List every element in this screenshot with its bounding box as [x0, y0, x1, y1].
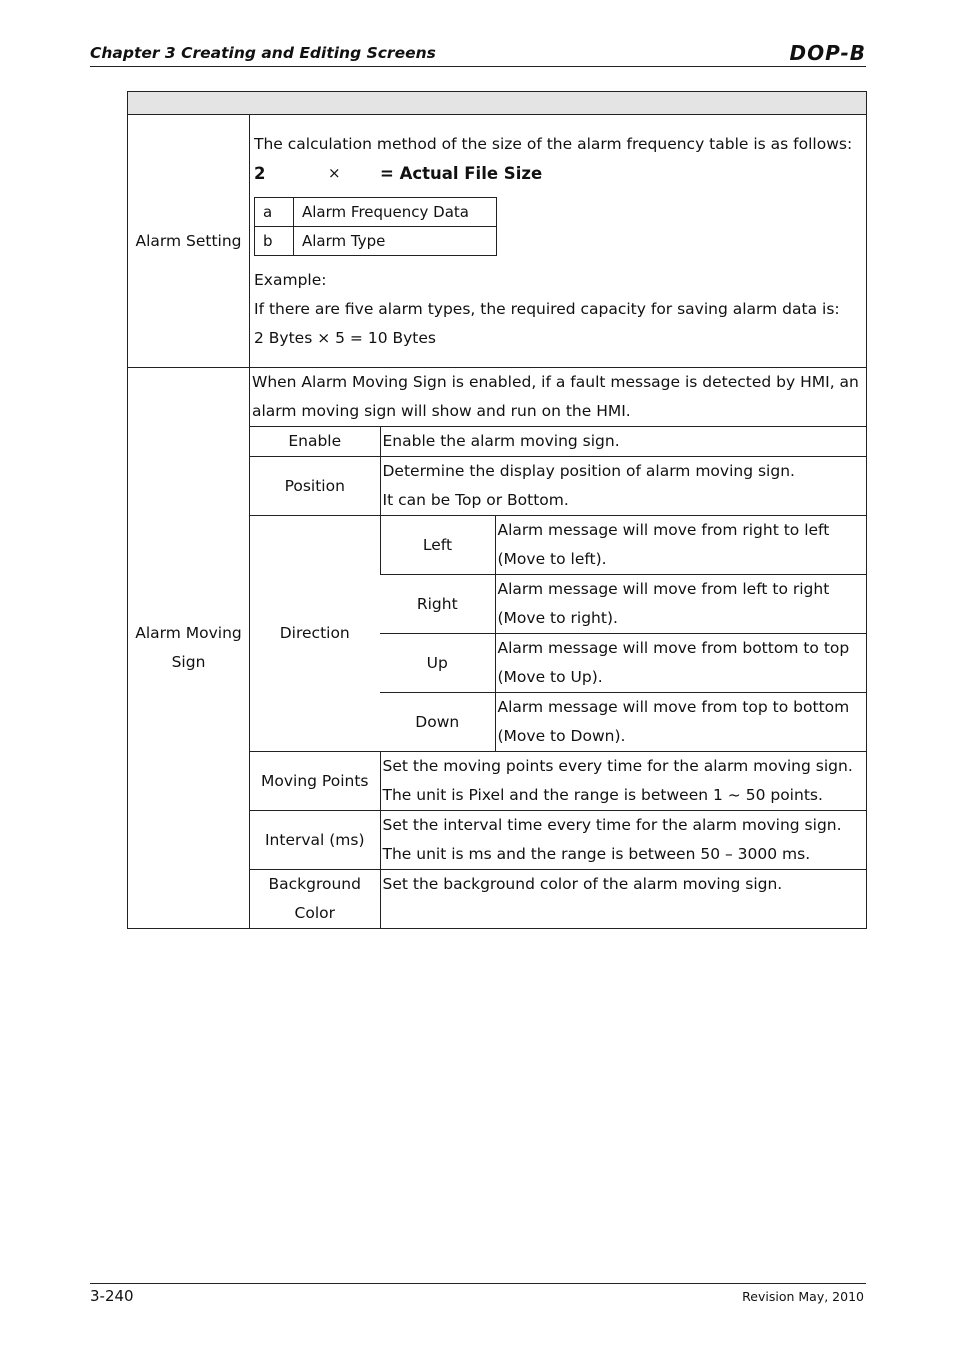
page-header	[90, 41, 866, 67]
page-footer	[90, 1283, 866, 1305]
formula-legend-table	[254, 197, 497, 256]
direction-desc-line: Alarm message will move from right to left	[497, 521, 830, 539]
alarm-setting-intro: The calculation method of the size of the alarm frequency table is as follows:	[254, 134, 853, 153]
legend-key: b	[255, 226, 294, 255]
background-color-row	[250, 870, 866, 929]
alarm-properties-table	[127, 91, 867, 929]
moving-points-desc-line: Set the moving points every time for the alarm moving sign.	[382, 757, 853, 775]
moving-points-label: Moving Points	[250, 752, 380, 811]
direction-desc-line: (Move to right).	[497, 609, 618, 627]
example-text: If there are five alarm types, the required capacity for saving alarm data is:	[254, 299, 840, 318]
chapter-title: Chapter 3 Creating and Editing Screens	[90, 44, 436, 62]
direction-desc-line: Alarm message will move from bottom to top	[497, 639, 850, 657]
direction-option-name: Left	[380, 516, 495, 575]
formula-result: = Actual File Size	[380, 163, 543, 183]
example-label: Example:	[254, 270, 327, 289]
position-desc	[380, 457, 866, 516]
alarm-setting-label: Alarm Setting	[128, 115, 250, 368]
moving-points-row	[250, 752, 866, 811]
enable-label: Enable	[250, 427, 380, 457]
moving-points-desc	[380, 752, 866, 811]
direction-option-desc	[495, 575, 866, 634]
moving-points-desc-line: The unit is Pixel and the range is between 1 ~ 50 points.	[382, 786, 823, 804]
direction-row	[250, 516, 866, 575]
position-desc-line: Determine the display position of alarm moving sign.	[382, 462, 795, 480]
enable-row	[250, 427, 866, 457]
position-row	[250, 457, 866, 516]
formula-times: ×	[328, 163, 341, 182]
position-label: Position	[250, 457, 380, 516]
direction-desc-line: (Move to Down).	[497, 727, 626, 745]
position-desc-line: It can be Top or Bottom.	[382, 491, 569, 509]
background-color-label: Background Color	[250, 870, 380, 929]
alarm-moving-sign-label: Alarm Moving Sign	[128, 368, 250, 929]
enable-desc: Enable the alarm moving sign.	[380, 427, 866, 457]
direction-desc-line: (Move to left).	[497, 550, 607, 568]
legend-value: Alarm Frequency Data	[294, 197, 497, 226]
legend-row	[255, 226, 497, 255]
moving-sign-intro: When Alarm Moving Sign is enabled, if a fault message is detected by HMI, an alarm moving sign will show and run on the HMI.	[252, 373, 859, 420]
alarm-moving-sign-row	[128, 368, 867, 929]
table-header-row	[128, 92, 867, 115]
direction-option-name: Up	[380, 634, 495, 693]
legend-value: Alarm Type	[294, 226, 497, 255]
brand-logo: DOP-B	[789, 41, 866, 65]
direction-desc-line: (Move to Up).	[497, 668, 603, 686]
moving-sign-options-table	[250, 426, 866, 928]
interval-desc	[380, 811, 866, 870]
direction-label: Direction	[250, 516, 380, 752]
background-color-desc: Set the background color of the alarm moving sign.	[380, 870, 866, 929]
direction-option-name: Right	[380, 575, 495, 634]
interval-desc-line: The unit is ms and the range is between 50 – 3000 ms.	[382, 845, 811, 863]
direction-option-name: Down	[380, 693, 495, 752]
page-number: 3-240	[90, 1287, 134, 1305]
direction-option-desc	[495, 516, 866, 575]
direction-option-desc	[495, 634, 866, 693]
direction-desc-line: Alarm message will move from left to right	[497, 580, 830, 598]
alarm-moving-sign-content	[250, 368, 867, 929]
interval-desc-line: Set the interval time every time for the alarm moving sign.	[382, 816, 842, 834]
interval-row	[250, 811, 866, 870]
interval-label: Interval (ms)	[250, 811, 380, 870]
formula-number: 2	[254, 163, 266, 183]
revision-date: Revision May, 2010	[742, 1289, 864, 1304]
alarm-setting-content	[250, 115, 867, 368]
direction-desc-line: Alarm message will move from top to bottom	[497, 698, 850, 716]
legend-key: a	[255, 197, 294, 226]
example-result: 2 Bytes × 5 = 10 Bytes	[254, 328, 436, 347]
alarm-setting-row	[128, 115, 867, 368]
size-formula	[252, 159, 866, 187]
legend-row	[255, 197, 497, 226]
direction-option-desc	[495, 693, 866, 752]
